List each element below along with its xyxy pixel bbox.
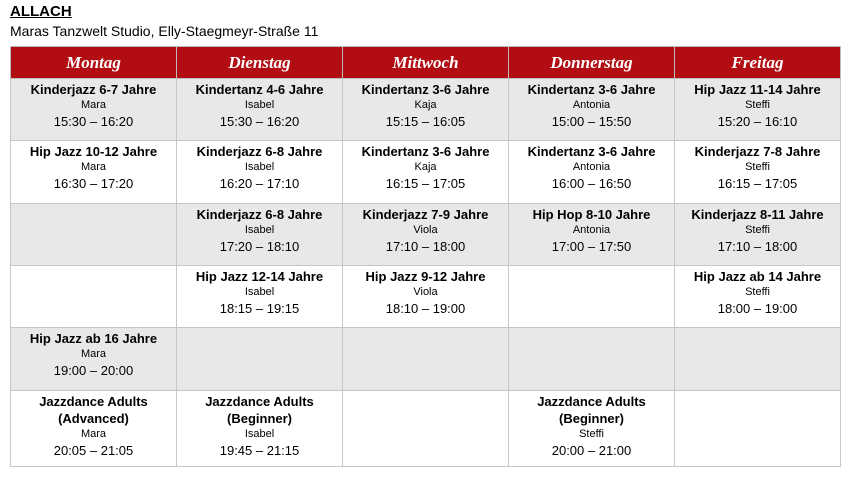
teacher-name: Isabel [244, 99, 275, 111]
class-name: Kinderjazz 7-8 Jahre [694, 144, 821, 159]
schedule-body [11, 79, 841, 467]
empty-slot [675, 328, 841, 391]
class-slot [675, 79, 841, 141]
class-time: 15:30 – 16:20 [219, 114, 300, 129]
class-slot [509, 204, 675, 266]
schedule-row [11, 141, 841, 204]
empty-slot [343, 328, 509, 391]
class-name: Hip Jazz ab 14 Jahre [693, 269, 822, 284]
day-header-mittwoch: Mittwoch [343, 47, 509, 79]
class-name: (Beginner) [227, 411, 292, 426]
class-slot [177, 266, 343, 328]
teacher-name: Isabel [244, 224, 275, 236]
class-name: Hip Jazz 9-12 Jahre [365, 269, 486, 284]
class-time: 18:10 – 19:00 [385, 301, 466, 316]
class-name: Hip Jazz 10-12 Jahre [29, 144, 158, 159]
class-slot [343, 79, 509, 141]
teacher-name: Isabel [244, 428, 275, 440]
class-slot [509, 391, 675, 467]
empty-slot [11, 266, 177, 328]
class-slot [675, 266, 841, 328]
class-time: 20:05 – 21:05 [53, 443, 134, 458]
class-time: 19:45 – 21:15 [219, 443, 300, 458]
teacher-name: Mara [80, 348, 107, 360]
empty-slot [343, 391, 509, 467]
empty-slot [509, 328, 675, 391]
teacher-name: Steffi [745, 286, 770, 298]
day-header-montag: Montag [11, 47, 177, 79]
class-name: Hip Jazz ab 16 Jahre [29, 331, 158, 346]
class-slot [177, 391, 343, 467]
class-name: Kinderjazz 6-8 Jahre [196, 144, 323, 159]
class-time: 16:15 – 17:05 [385, 176, 466, 191]
class-slot [11, 79, 177, 141]
schedule-row [11, 328, 841, 391]
day-header-row [11, 47, 841, 79]
class-time: 16:30 – 17:20 [53, 176, 134, 191]
teacher-name: Antonia [572, 161, 611, 173]
class-time: 16:20 – 17:10 [219, 176, 300, 191]
class-slot [11, 328, 177, 391]
class-name: Kindertanz 3-6 Jahre [361, 144, 490, 159]
class-name: Hip Jazz 11-14 Jahre [694, 82, 821, 97]
schedule-row [11, 391, 841, 467]
class-name: (Beginner) [559, 411, 624, 426]
day-header-dienstag: Dienstag [177, 47, 343, 79]
teacher-name: Viola [413, 286, 438, 298]
class-slot [11, 391, 177, 467]
studio-address: Maras Tanzwelt Studio, Elly-Staegmeyr-Straße 11 [10, 23, 319, 39]
teacher-name: Kaja [414, 161, 437, 173]
class-time: 15:15 – 16:05 [385, 114, 466, 129]
class-slot [343, 204, 509, 266]
class-name: Kindertanz 3-6 Jahre [361, 82, 490, 97]
teacher-name: Isabel [244, 286, 275, 298]
class-time: 17:10 – 18:00 [717, 239, 798, 254]
class-name: Hip Hop 8-10 Jahre [532, 207, 651, 222]
teacher-name: Mara [80, 161, 107, 173]
schedule-row [11, 266, 841, 328]
teacher-name: Steffi [745, 224, 770, 236]
teacher-name: Mara [80, 428, 107, 440]
class-name: (Advanced) [58, 411, 129, 426]
teacher-name: Steffi [745, 161, 770, 173]
class-time: 17:00 – 17:50 [551, 239, 632, 254]
teacher-name: Antonia [572, 99, 611, 111]
teacher-name: Steffi [579, 428, 604, 440]
class-slot [675, 141, 841, 204]
schedule-row [11, 204, 841, 266]
class-time: 20:00 – 21:00 [551, 443, 632, 458]
schedule-row [11, 79, 841, 141]
class-name: Kinderjazz 8-11 Jahre [691, 207, 824, 222]
class-name: Kindertanz 3-6 Jahre [527, 144, 656, 159]
class-slot [343, 141, 509, 204]
class-name: Kinderjazz 7-9 Jahre [362, 207, 489, 222]
class-slot [177, 204, 343, 266]
empty-slot [675, 391, 841, 467]
class-name: Jazzdance Adults [39, 394, 148, 409]
empty-slot [177, 328, 343, 391]
class-name: Kindertanz 4-6 Jahre [195, 82, 324, 97]
class-slot [177, 141, 343, 204]
class-name: Kinderjazz 6-7 Jahre [30, 82, 157, 97]
class-time: 16:15 – 17:05 [717, 176, 798, 191]
class-slot [343, 266, 509, 328]
teacher-name: Kaja [414, 99, 437, 111]
class-time: 16:00 – 16:50 [551, 176, 632, 191]
teacher-name: Antonia [572, 224, 611, 236]
class-slot [177, 79, 343, 141]
class-name: Kindertanz 3-6 Jahre [527, 82, 656, 97]
day-header-freitag: Freitag [675, 47, 841, 79]
class-time: 18:00 – 19:00 [717, 301, 798, 316]
class-slot [509, 141, 675, 204]
teacher-name: Isabel [244, 161, 275, 173]
class-name: Hip Jazz 12-14 Jahre [195, 269, 324, 284]
class-time: 17:20 – 18:10 [219, 239, 300, 254]
teacher-name: Viola [413, 224, 438, 236]
class-time: 18:15 – 19:15 [219, 301, 300, 316]
teacher-name: Mara [80, 99, 107, 111]
class-time: 19:00 – 20:00 [53, 363, 134, 378]
class-time: 15:20 – 16:10 [717, 114, 798, 129]
empty-slot [509, 266, 675, 328]
class-name: Jazzdance Adults [537, 394, 646, 409]
class-time: 15:00 – 15:50 [551, 114, 632, 129]
class-name: Kinderjazz 6-8 Jahre [196, 207, 323, 222]
teacher-name: Steffi [745, 99, 770, 111]
page-title: ALLACH [10, 3, 72, 20]
schedule-table [10, 46, 841, 467]
day-header-donnerstag: Donnerstag [509, 47, 675, 79]
class-slot [675, 204, 841, 266]
class-time: 17:10 – 18:00 [385, 239, 466, 254]
class-slot [509, 79, 675, 141]
class-time: 15:30 – 16:20 [53, 114, 134, 129]
empty-slot [11, 204, 177, 266]
class-slot [11, 141, 177, 204]
class-name: Jazzdance Adults [205, 394, 314, 409]
